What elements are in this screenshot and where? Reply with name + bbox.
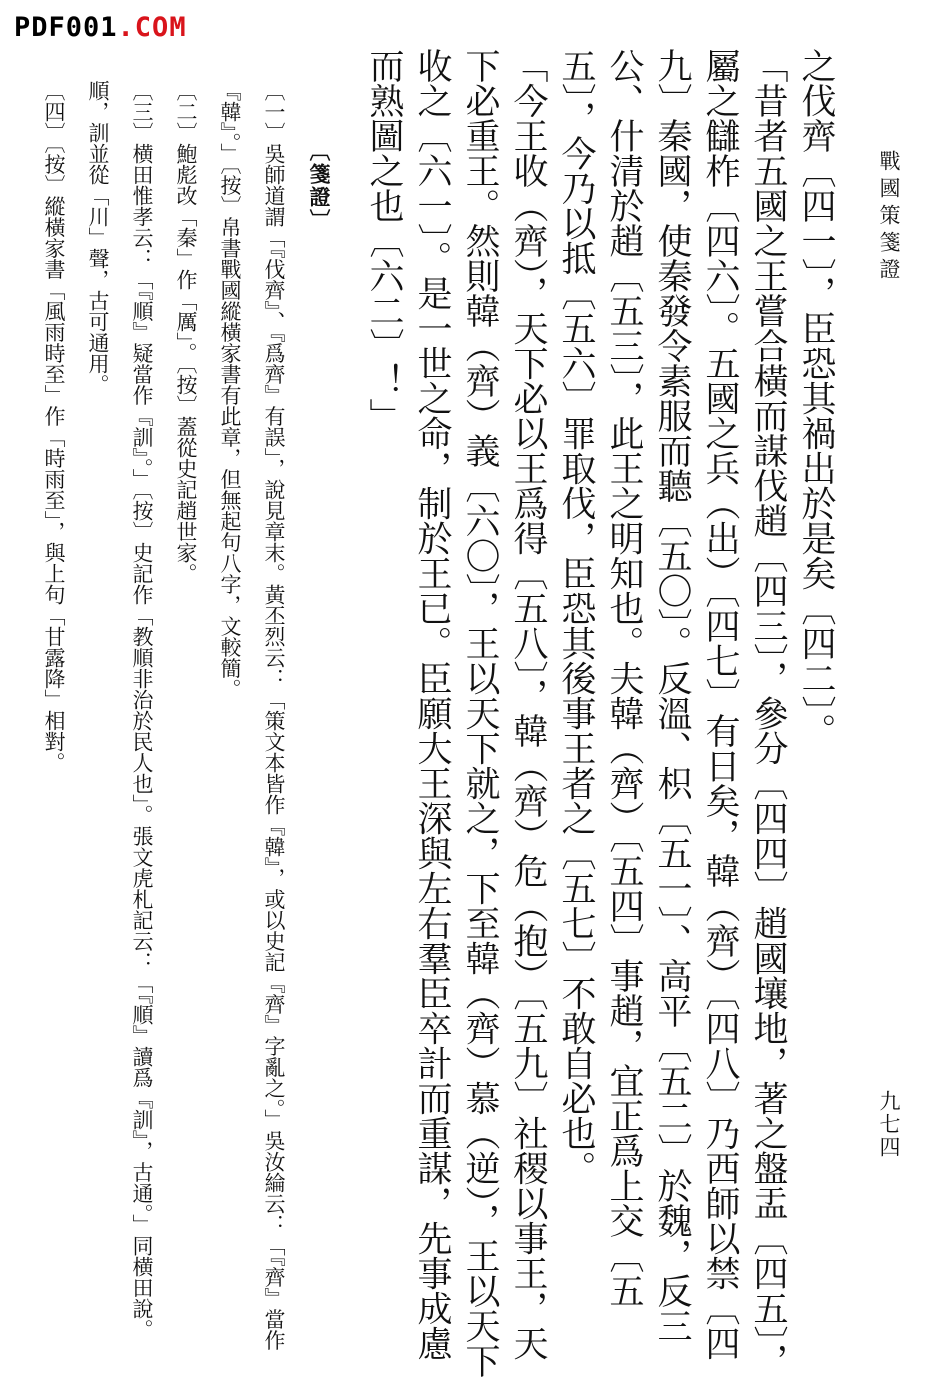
watermark-suffix: .COM [117,12,187,43]
commentary-notes [26,80,296,1380]
note-2: 〔二〕鮑彪改「秦」作「厲」。〔按〕蓋從史記趙世家。 [174,80,198,584]
watermark-prefix: PDF001 [14,12,118,43]
pdf001-watermark [14,12,187,43]
note-4: 〔四〕〔按〕縱橫家書「風雨時至」作「時雨至」，與上句「甘露降」相對。 [42,80,66,773]
note-3: 〔三〕横田惟孝云：「『順』疑當作『訓』。」〔按〕史記作「教順非治於民人也」。張文虎札記云：「『順』讀爲『訓』，古通。」同横田說。順，訓並從「川」聲，古可通用。 [86,80,154,1340]
notes-heading: 〔箋證〕 [307,140,332,232]
note-1: 〔一〕吳師道謂「『伐齊』、『爲齊』有誤」，說見章末。黃丕烈云：「策文本皆作『韓』，或以史記『齊』字亂之。」吳汝綸云：「『齊』當作『韓』。」〔按〕帛書戰國縱橫家書有此章，但無起句八字，文較簡。 [218,80,286,1351]
main-paragraph-3: 「今王收（齊），天下必以王爲得〔五八〕，韓（齊）危（抱）〔五九〕社稷以事王，天下必重王。然則韓（齊）義〔六〇〕，王以天下就之，下至韓（齊）慕（逆），王以天下收之〔六一〕。是一世之命，制於王已。臣願大王深與左右羣臣卒計而重謀，先事成慮而熟圖之也〔六二〕！」 [364,48,548,1378]
page-number: 九七四 [877,1090,901,1159]
running-head: 戰國策箋證 [877,150,901,285]
main-paragraph-2: 「昔者五國之王嘗合橫而謀伐趙〔四三〕，參分〔四四〕趙國壤地，著之盤盂〔四五〕，屬之讎柞〔四六〕。五國之兵（出）〔四七〕有日矣，韓（齊）〔四八〕乃西師以禁〔四九〕秦國，使秦發令素服而聽〔五〇〕。反溫、枳〔五一〕、高平〔五二〕於魏，反三公、什清於趙〔五三〕，此王之明知也。夫韓（齊）〔五四〕事趙，宜正爲上交〔五五〕，今乃以抵〔五六〕罪取伐，臣恐其後事王者之〔五七〕不敢自必也。 [556,48,788,1378]
main-paragraph-1: 之伐齊〔四一〕，臣恐其禍出於是矣〔四二〕。 [796,48,836,748]
